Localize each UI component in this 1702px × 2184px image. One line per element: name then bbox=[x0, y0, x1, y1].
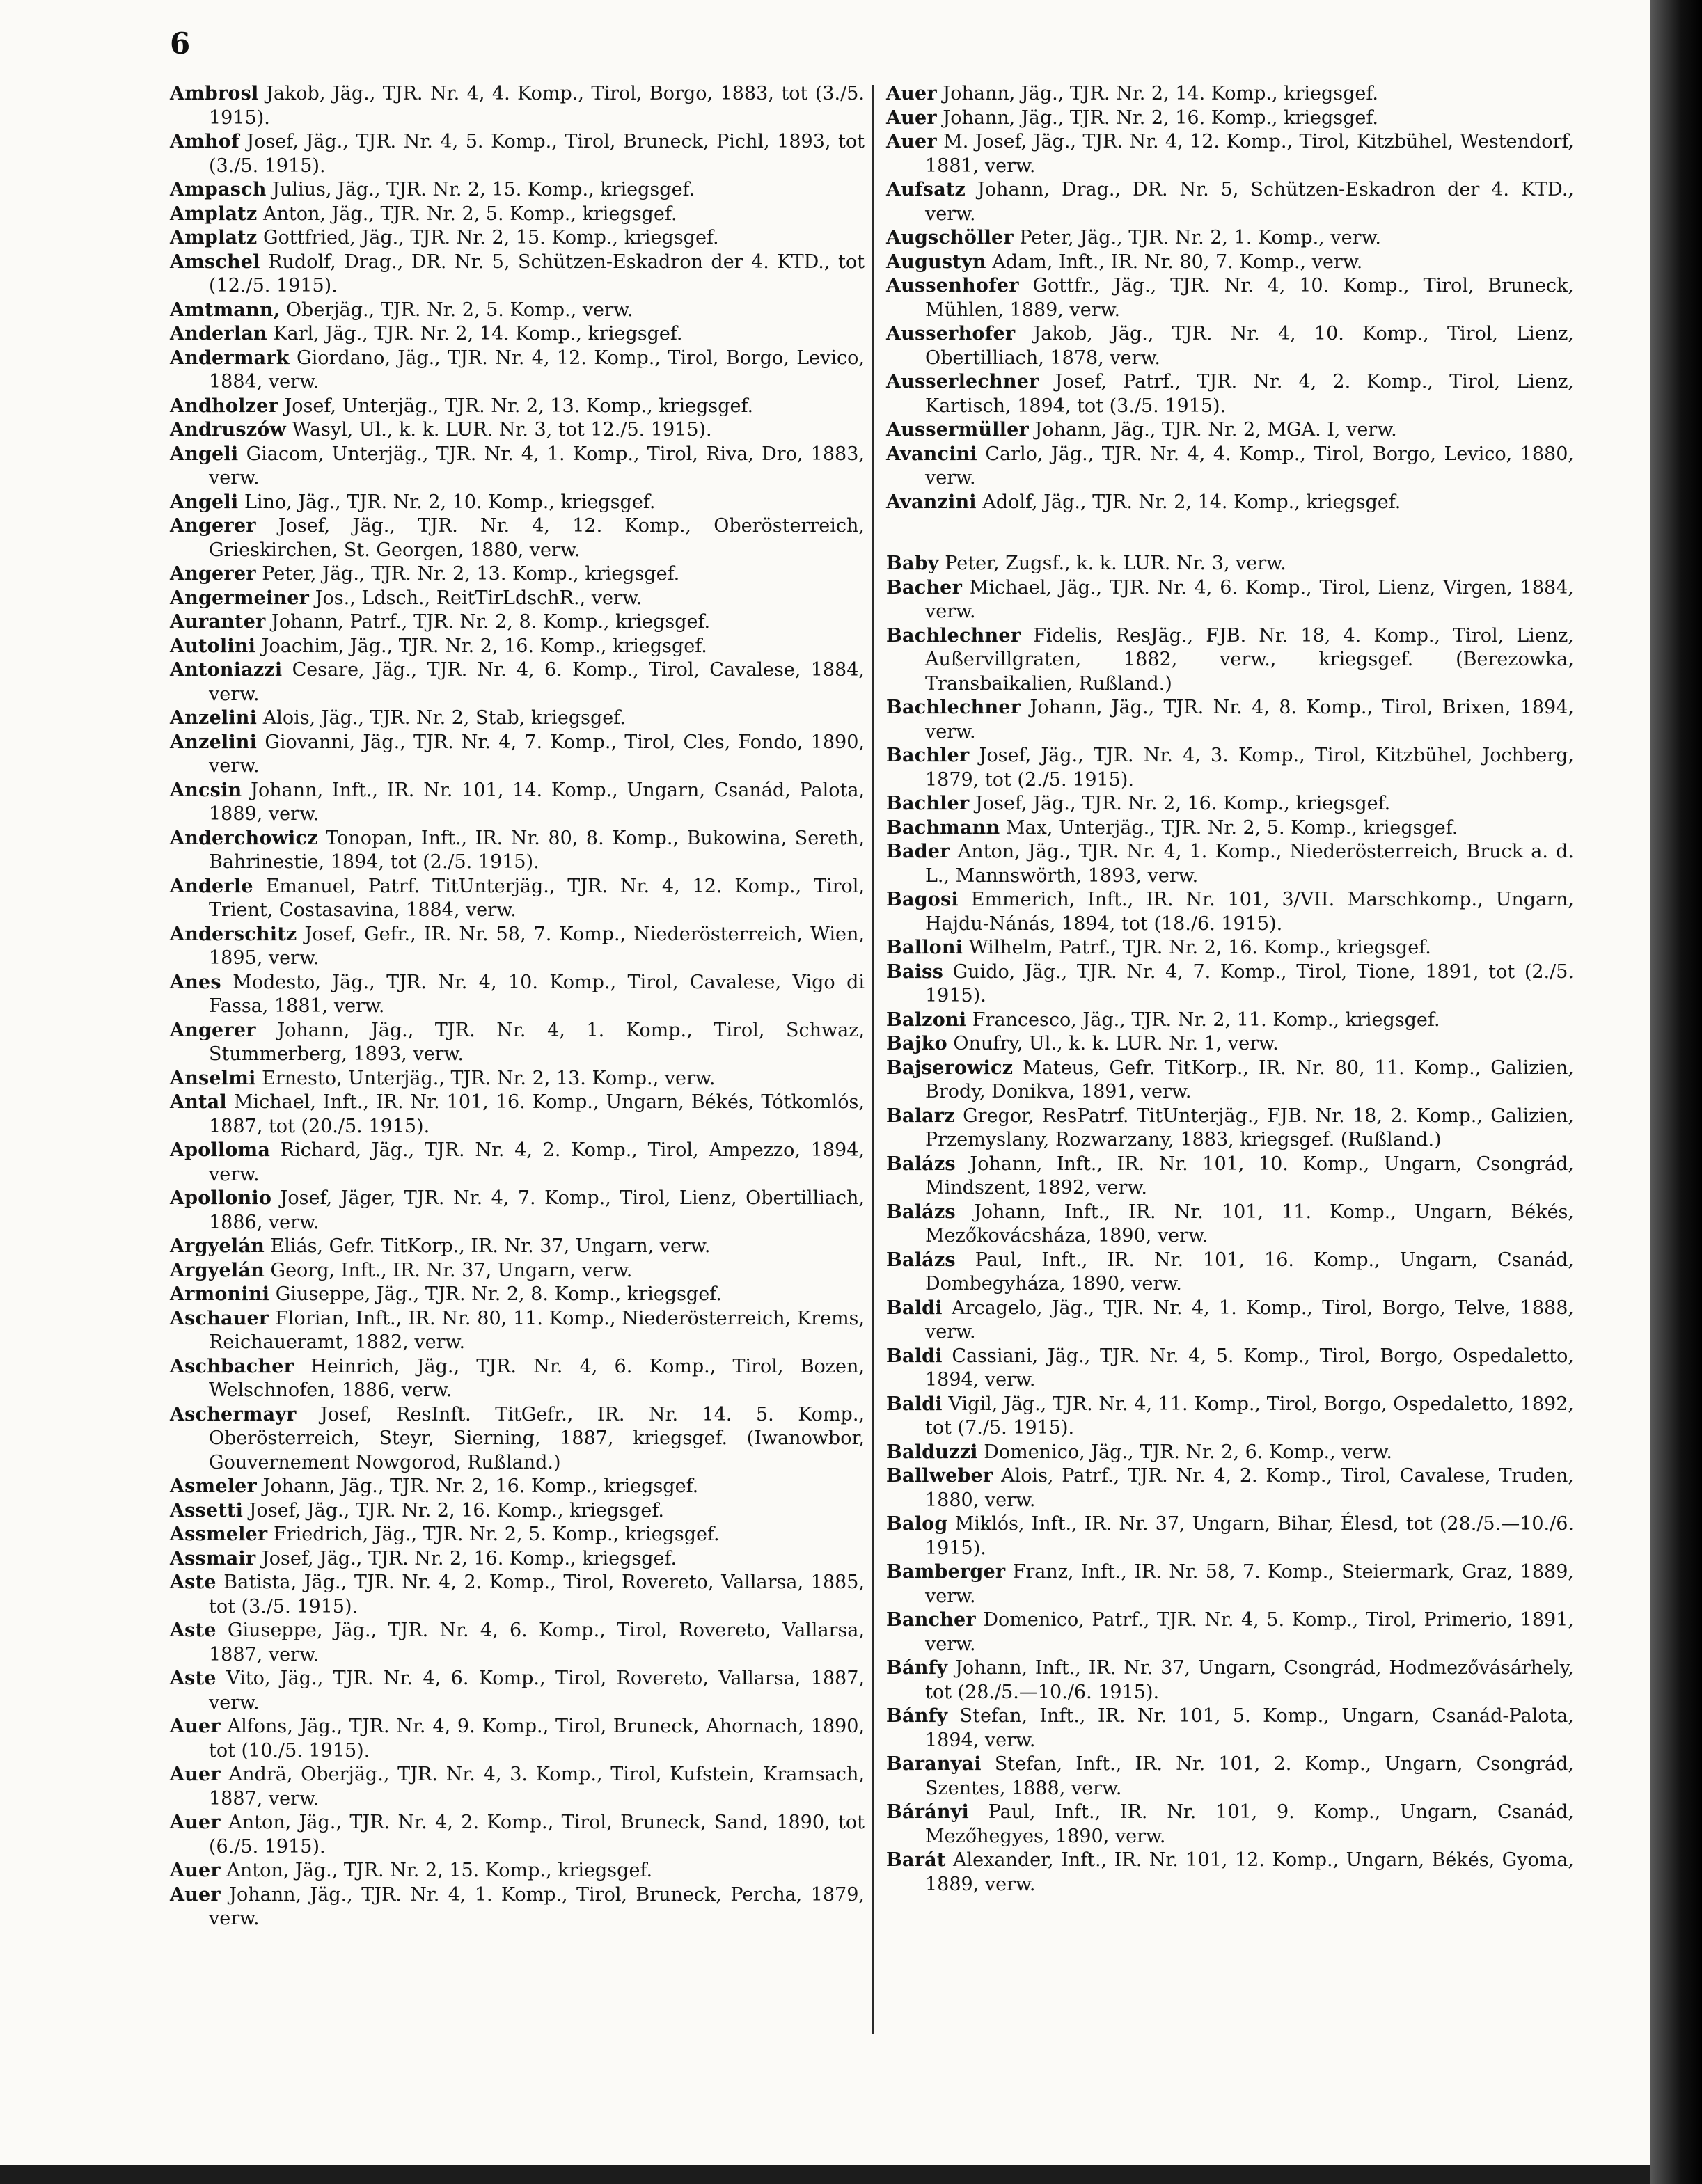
list-entry bbox=[170, 1403, 865, 1475]
list-entry bbox=[886, 491, 1574, 515]
list-entry bbox=[886, 130, 1574, 178]
entry-details: Friedrich, Jäg., TJR. Nr. 2, 5. Komp., kriegsgef. bbox=[273, 1524, 720, 1545]
entry-details: Johann, Jäg., TJR. Nr. 4, 1. Komp., Tirol, Schwaz, Stummerberg, 1893, verw. bbox=[209, 1019, 865, 1065]
entry-surname: Baldi bbox=[886, 1345, 943, 1367]
entry-surname: Armonini bbox=[170, 1283, 270, 1305]
list-entry bbox=[886, 1032, 1574, 1057]
entry-surname: Balog bbox=[886, 1513, 948, 1535]
list-entry bbox=[170, 1571, 865, 1619]
entry-details: Stefan, Inft., IR. Nr. 101, 2. Komp., Ungarn, Csongrád, Szentes, 1888, verw. bbox=[925, 1753, 1574, 1799]
list-entry bbox=[886, 624, 1574, 697]
entry-details: Joachim, Jäg., TJR. Nr. 2, 16. Komp., kriegsgef. bbox=[261, 635, 707, 657]
entry-details: Jakob, Jäg., TJR. Nr. 4, 10. Komp., Tirol, Lienz, Obertilliach, 1878, verw. bbox=[925, 323, 1574, 369]
entry-details: Johann, Jäg., TJR. Nr. 2, 14. Komp., kriegsgef. bbox=[943, 83, 1379, 104]
entry-details: Julius, Jäg., TJR. Nr. 2, 15. Komp., kriegsgef. bbox=[272, 179, 695, 200]
list-entry bbox=[886, 106, 1574, 131]
list-entry bbox=[886, 1560, 1574, 1608]
entry-surname: Apolloma bbox=[170, 1139, 271, 1161]
list-entry bbox=[170, 1883, 865, 1931]
entry-details: Paul, Inft., IR. Nr. 101, 16. Komp., Ungarn, Csanád, Dombegyháza, 1890, verw. bbox=[925, 1249, 1574, 1295]
entry-details: Josef, Unterjäg., TJR. Nr. 2, 13. Komp., kriegsgef. bbox=[284, 395, 754, 417]
entry-details: Johann, Inft., IR. Nr. 101, 10. Komp., Ungarn, Csongrád, Mindszent, 1892, verw. bbox=[925, 1153, 1574, 1198]
page-number: 6 bbox=[170, 26, 191, 61]
entry-surname: Barát bbox=[886, 1849, 946, 1871]
list-entry bbox=[170, 395, 865, 419]
entry-surname: Auer bbox=[886, 83, 937, 104]
section-gap bbox=[886, 514, 1574, 552]
entry-details: Franz, Inft., IR. Nr. 58, 7. Komp., Steiermark, Graz, 1889, verw. bbox=[925, 1561, 1574, 1607]
left-column bbox=[170, 82, 865, 1931]
entry-surname: Asmeler bbox=[170, 1475, 257, 1497]
entry-surname: Aschauer bbox=[170, 1307, 269, 1329]
entry-details: Vigil, Jäg., TJR. Nr. 4, 11. Komp., Tirol, Borgo, Ospedaletto, 1892, tot (7./5. 1915). bbox=[925, 1393, 1574, 1439]
entry-details: Alexander, Inft., IR. Nr. 101, 12. Komp., Ungarn, Békés, Gyoma, 1889, verw. bbox=[925, 1849, 1574, 1895]
entry-details: M. Josef, Jäg., TJR. Nr. 4, 12. Komp., Tirol, Kitzbühel, Westendorf, 1881, verw. bbox=[925, 131, 1574, 177]
entry-surname: Avanzini bbox=[886, 491, 977, 513]
list-entry bbox=[886, 1153, 1574, 1201]
entry-details: Alois, Patrf., TJR. Nr. 4, 2. Komp., Tirol, Cavalese, Truden, 1880, verw. bbox=[925, 1465, 1574, 1511]
list-entry bbox=[170, 971, 865, 1019]
entry-surname: Apollonio bbox=[170, 1187, 272, 1209]
entry-details: Josef, Jäg., TJR. Nr. 2, 16. Komp., kriegsgef. bbox=[261, 1547, 677, 1569]
list-entry bbox=[886, 960, 1574, 1008]
entry-details: Emanuel, Patrf. TitUnterjäg., TJR. Nr. 4, 12. Komp., Tirol, Trient, Costasavina, 1884, verw. bbox=[209, 875, 865, 921]
entry-surname: Andruszów bbox=[170, 419, 286, 441]
entry-details: Tonopan, Inft., IR. Nr. 80, 8. Komp., Bukowina, Sereth, Bahrinestie, 1894, tot (2./5. 1915). bbox=[209, 827, 865, 873]
list-entry bbox=[886, 443, 1574, 491]
entry-details: Josef, Jäg., TJR. Nr. 2, 16. Komp., kriegsgef. bbox=[249, 1499, 664, 1521]
entry-surname: Amtmann, bbox=[170, 299, 281, 321]
list-entry bbox=[170, 251, 865, 299]
list-entry bbox=[170, 130, 865, 178]
list-entry bbox=[886, 178, 1574, 226]
entry-surname: Bachlechner bbox=[886, 624, 1021, 647]
entry-details: Oberjäg., TJR. Nr. 2, 5. Komp., verw. bbox=[285, 299, 633, 321]
entry-surname: Baby bbox=[886, 553, 939, 574]
entry-surname: Bancher bbox=[886, 1609, 976, 1631]
entry-surname: Aschbacher bbox=[170, 1355, 294, 1377]
entry-surname: Autolini bbox=[170, 635, 256, 657]
list-entry bbox=[886, 936, 1574, 960]
entry-surname: Anzelini bbox=[170, 731, 258, 753]
list-entry bbox=[886, 1608, 1574, 1656]
entry-surname: Aschermayr bbox=[170, 1403, 297, 1425]
entry-details: Stefan, Inft., IR. Nr. 101, 5. Komp., Ungarn, Csanád-Palota, 1894, verw. bbox=[925, 1705, 1574, 1751]
list-entry bbox=[170, 1283, 865, 1307]
entry-surname: Bajko bbox=[886, 1033, 947, 1054]
entry-details: Johann, Jäg., TJR. Nr. 4, 8. Komp., Tirol, Brixen, 1894, verw. bbox=[925, 697, 1574, 743]
entry-details: Johann, Jäg., TJR. Nr. 4, 1. Komp., Tirol, Bruneck, Percha, 1879, verw. bbox=[209, 1883, 865, 1929]
entry-surname: Balarz bbox=[886, 1105, 955, 1127]
entry-surname: Aste bbox=[170, 1620, 216, 1641]
list-entry bbox=[170, 610, 865, 635]
entry-details: Josef, ResInft. TitGefr., IR. Nr. 14. 5. Komp., Oberösterreich, Steyr, Sierning, 1887, kriegsgef. (Iwanowbor, Gouvernement Nowgorod, Rußland.) bbox=[209, 1403, 865, 1473]
entry-surname: Balázs bbox=[886, 1249, 956, 1271]
entry-details: Johann, Drag., DR. Nr. 5, Schützen-Eskadron der 4. KTD., verw. bbox=[925, 179, 1574, 225]
entry-details: Wasyl, Ul., k. k. LUR. Nr. 3, tot 12./5. 1915). bbox=[292, 419, 712, 441]
list-entry bbox=[170, 203, 865, 227]
list-entry bbox=[886, 888, 1574, 936]
list-entry bbox=[886, 418, 1574, 443]
entry-details: Emmerich, Inft., IR. Nr. 101, 3/VII. Marschkomp., Ungarn, Hajdu-Nánás, 1894, tot (18./6. 1915). bbox=[925, 889, 1574, 935]
entry-details: Karl, Jäg., TJR. Nr. 2, 14. Komp., kriegsgef. bbox=[273, 323, 683, 345]
entry-details: Giacom, Unterjäg., TJR. Nr. 4, 1. Komp., Tirol, Riva, Dro, 1883, verw. bbox=[209, 443, 865, 489]
list-entry bbox=[886, 1008, 1574, 1033]
entry-details: Heinrich, Jäg., TJR. Nr. 4, 6. Komp., Tirol, Bozen, Welschnofen, 1886, verw. bbox=[209, 1355, 865, 1401]
entry-surname: Bachlechner bbox=[886, 697, 1021, 718]
entry-details: Gregor, ResPatrf. TitUnterjäg., FJB. Nr. 18, 2. Komp., Galizien, Przemyslany, Rozwarzany, 1883, kriegsgef. (Rußland.) bbox=[925, 1105, 1574, 1150]
entry-surname: Anderlan bbox=[170, 323, 267, 345]
entry-surname: Ballweber bbox=[886, 1465, 993, 1487]
list-entry bbox=[886, 744, 1574, 792]
entry-details: Johann, Inft., IR. Nr. 101, 14. Komp., Ungarn, Csanád, Palota, 1889, verw. bbox=[209, 779, 865, 825]
list-entry bbox=[886, 1297, 1574, 1345]
entry-details: Guido, Jäg., TJR. Nr. 4, 7. Komp., Tirol, Tione, 1891, tot (2./5. 1915). bbox=[925, 960, 1574, 1006]
entry-surname: Ancsin bbox=[170, 779, 242, 801]
entry-surname: Andholzer bbox=[170, 395, 278, 417]
entry-surname: Baiss bbox=[886, 960, 943, 983]
entry-details: Richard, Jäg., TJR. Nr. 4, 2. Komp., Tirol, Ampezzo, 1894, verw. bbox=[209, 1139, 865, 1185]
entry-surname: Bagosi bbox=[886, 889, 959, 910]
entry-surname: Bachler bbox=[886, 793, 970, 814]
column-divider bbox=[872, 85, 874, 2034]
list-entry bbox=[886, 251, 1574, 275]
list-entry bbox=[170, 514, 865, 562]
list-entry bbox=[170, 1091, 865, 1139]
entry-surname: Angerer bbox=[170, 1019, 256, 1041]
list-entry bbox=[170, 1547, 865, 1572]
list-entry bbox=[170, 1307, 865, 1355]
entry-details: Giordano, Jäg., TJR. Nr. 4, 12. Komp., Tirol, Borgo, Levico, 1884, verw. bbox=[209, 347, 865, 393]
entry-details: Anton, Jäg., TJR. Nr. 4, 1. Komp., Niederösterreich, Bruck a. d. L., Mannswörth, 1893, verw. bbox=[925, 841, 1574, 887]
entry-details: Josef, Jäg., TJR. Nr. 4, 5. Komp., Tirol, Bruneck, Pichl, 1893, tot (3./5. 1915). bbox=[209, 131, 865, 177]
entry-surname: Ampasch bbox=[170, 179, 267, 200]
entry-surname: Aste bbox=[170, 1572, 216, 1593]
entry-details: Johann, Jäg., TJR. Nr. 2, 16. Komp., kriegsgef. bbox=[262, 1475, 699, 1497]
list-entry bbox=[170, 1619, 865, 1667]
entry-details: Cesare, Jäg., TJR. Nr. 4, 6. Komp., Tirol, Cavalese, 1884, verw. bbox=[209, 659, 865, 705]
entry-details: Anton, Jäg., TJR. Nr. 4, 2. Komp., Tirol, Bruneck, Sand, 1890, tot (6./5. 1915). bbox=[209, 1812, 865, 1858]
entry-details: Fidelis, ResJäg., FJB. Nr. 18, 4. Komp., Tirol, Lienz, Außervillgraten, 1882, verw., kriegsgef. (Berezowka, Transbaikalien, Rußland.) bbox=[925, 624, 1574, 695]
entry-details: Jos., Ldsch., ReitTirLdschR., verw. bbox=[315, 587, 643, 609]
entry-surname: Assmair bbox=[170, 1547, 256, 1569]
list-entry bbox=[170, 875, 865, 923]
entry-details: Domenico, Jäg., TJR. Nr. 2, 6. Komp., verw. bbox=[984, 1441, 1392, 1463]
entry-surname: Balduzzi bbox=[886, 1441, 978, 1463]
list-entry bbox=[170, 1259, 865, 1283]
list-entry bbox=[170, 658, 865, 706]
entry-details: Onufry, Ul., k. k. LUR. Nr. 1, verw. bbox=[953, 1033, 1279, 1054]
entry-surname: Assmeler bbox=[170, 1524, 268, 1545]
entry-details: Josef, Jäger, TJR. Nr. 4, 7. Komp., Tirol, Lienz, Obertilliach, 1886, verw. bbox=[209, 1187, 865, 1233]
entry-details: Modesto, Jäg., TJR. Nr. 4, 10. Komp., Tirol, Cavalese, Vigo di Fassa, 1881, verw. bbox=[209, 971, 865, 1017]
entry-surname: Ausserhofer bbox=[886, 323, 1016, 345]
list-entry bbox=[170, 299, 865, 323]
list-entry bbox=[170, 226, 865, 251]
entry-surname: Ausserlechner bbox=[886, 371, 1039, 393]
list-entry bbox=[886, 1393, 1574, 1441]
entry-details: Giovanni, Jäg., TJR. Nr. 4, 7. Komp., Tirol, Cles, Fondo, 1890, verw. bbox=[209, 731, 865, 777]
list-entry bbox=[886, 1464, 1574, 1512]
entry-details: Michael, Inft., IR. Nr. 101, 16. Komp., Ungarn, Békés, Tótkomlós, 1887, tot (20./5. 1915). bbox=[209, 1091, 865, 1137]
right-column-section-a bbox=[886, 82, 1574, 514]
entry-surname: Angermeiner bbox=[170, 587, 310, 609]
entry-details: Anton, Jäg., TJR. Nr. 2, 5. Komp., kriegsgef. bbox=[262, 203, 677, 225]
entry-surname: Aste bbox=[170, 1668, 216, 1689]
entry-surname: Anes bbox=[170, 971, 221, 993]
list-entry bbox=[170, 1187, 865, 1235]
list-entry bbox=[170, 923, 865, 971]
list-entry bbox=[886, 1201, 1574, 1249]
list-entry bbox=[170, 706, 865, 731]
entry-surname: Bader bbox=[886, 841, 950, 862]
list-entry bbox=[170, 731, 865, 779]
scan-edge bbox=[1650, 0, 1702, 2184]
entry-details: Eliás, Gefr. TitKorp., IR. Nr. 37, Ungarn, verw. bbox=[270, 1235, 711, 1257]
list-entry bbox=[170, 1019, 865, 1067]
list-entry bbox=[886, 840, 1574, 888]
entry-details: Peter, Jäg., TJR. Nr. 2, 1. Komp., verw. bbox=[1019, 227, 1381, 248]
list-entry bbox=[886, 696, 1574, 744]
entry-details: Johann, Jäg., TJR. Nr. 2, MGA. I, verw. bbox=[1034, 419, 1397, 441]
list-entry bbox=[886, 322, 1574, 370]
entry-details: Michael, Jäg., TJR. Nr. 4, 6. Komp., Tirol, Lienz, Virgen, 1884, verw. bbox=[925, 576, 1574, 622]
entry-details: Georg, Inft., IR. Nr. 37, Ungarn, verw. bbox=[270, 1259, 633, 1281]
entry-surname: Aussermüller bbox=[886, 419, 1029, 441]
entry-surname: Antoniazzi bbox=[170, 659, 283, 681]
entry-surname: Angeli bbox=[170, 443, 239, 465]
list-entry bbox=[170, 1475, 865, 1499]
entry-surname: Balázs bbox=[886, 1153, 956, 1175]
entry-surname: Amplatz bbox=[170, 203, 258, 225]
entry-details: Florian, Inft., IR. Nr. 80, 11. Komp., Niederösterreich, Krems, Reichaueramt, 1882, verw. bbox=[209, 1307, 865, 1353]
entry-surname: Angerer bbox=[170, 515, 256, 537]
entry-details: Gottfr., Jäg., TJR. Nr. 4, 10. Komp., Tirol, Bruneck, Mühlen, 1889, verw. bbox=[925, 275, 1574, 321]
entry-surname: Anselmi bbox=[170, 1067, 256, 1089]
entry-details: Johann, Inft., IR. Nr. 37, Ungarn, Csongrád, Hodmezővásárhely, tot (28./5.—10./6. 1915). bbox=[925, 1657, 1574, 1703]
entry-surname: Bánfy bbox=[886, 1705, 948, 1727]
entry-surname: Auer bbox=[886, 106, 937, 129]
entry-surname: Anderchowicz bbox=[170, 827, 318, 849]
list-entry bbox=[170, 1667, 865, 1715]
entry-surname: Andermark bbox=[170, 347, 290, 369]
entry-surname: Angerer bbox=[170, 563, 256, 585]
entry-details: Giuseppe, Jäg., TJR. Nr. 4, 6. Komp., Tirol, Rovereto, Vallarsa, 1887, verw. bbox=[209, 1620, 865, 1665]
entry-details: Giuseppe, Jäg., TJR. Nr. 2, 8. Komp., kriegsgef. bbox=[275, 1283, 722, 1305]
entry-surname: Bamberger bbox=[886, 1561, 1006, 1583]
entry-surname: Assetti bbox=[170, 1499, 244, 1521]
list-entry bbox=[170, 1139, 865, 1187]
entry-surname: Anzelini bbox=[170, 707, 258, 729]
list-entry bbox=[170, 491, 865, 515]
entry-details: Francesco, Jäg., TJR. Nr. 2, 11. Komp., kriegsgef. bbox=[972, 1008, 1440, 1031]
list-entry bbox=[886, 1512, 1574, 1560]
entry-surname: Auer bbox=[170, 1764, 221, 1785]
entry-surname: Antal bbox=[170, 1091, 227, 1113]
entry-details: Adolf, Jäg., TJR. Nr. 2, 14. Komp., kriegsgef. bbox=[982, 491, 1401, 513]
list-entry bbox=[886, 82, 1574, 106]
entry-details: Miklós, Inft., IR. Nr. 37, Ungarn, Bihar, Élesd, tot (28./5.—10./6. 1915). bbox=[925, 1513, 1574, 1559]
list-entry bbox=[170, 1235, 865, 1259]
entry-details: Johann, Inft., IR. Nr. 101, 11. Komp., Ungarn, Békés, Mezőkovácsháza, 1890, verw. bbox=[925, 1201, 1574, 1247]
entry-details: Domenico, Patrf., TJR. Nr. 4, 5. Komp., Tirol, Primerio, 1891, verw. bbox=[925, 1609, 1574, 1655]
list-entry bbox=[886, 1345, 1574, 1393]
entry-surname: Baldi bbox=[886, 1393, 943, 1415]
entry-details: Josef, Jäg., TJR. Nr. 2, 16. Komp., kriegsgef. bbox=[975, 793, 1391, 814]
list-entry bbox=[170, 1499, 865, 1524]
entry-details: Josef, Jäg., TJR. Nr. 4, 12. Komp., Oberösterreich, Grieskirchen, St. Georgen, 1880, verw. bbox=[209, 515, 865, 561]
list-entry bbox=[886, 1849, 1574, 1897]
list-entry bbox=[170, 1859, 865, 1883]
entry-surname: Balázs bbox=[886, 1201, 956, 1223]
entry-details: Johann, Patrf., TJR. Nr. 2, 8. Komp., kriegsgef. bbox=[271, 611, 711, 633]
entry-surname: Baranyai bbox=[886, 1753, 982, 1775]
entry-surname: Aussenhofer bbox=[886, 275, 1019, 296]
list-entry bbox=[170, 562, 865, 587]
entry-surname: Bánfy bbox=[886, 1657, 948, 1679]
entry-details: Josef, Patrf., TJR. Nr. 4, 2. Komp., Tirol, Lienz, Kartisch, 1894, tot (3./5. 1915). bbox=[925, 371, 1574, 417]
list-entry bbox=[170, 1523, 865, 1547]
list-entry bbox=[886, 552, 1574, 576]
entry-surname: Avancini bbox=[886, 443, 977, 465]
entry-surname: Angeli bbox=[170, 491, 239, 513]
entry-details: Alois, Jäg., TJR. Nr. 2, Stab, kriegsgef. bbox=[262, 707, 626, 729]
entry-details: Josef, Jäg., TJR. Nr. 4, 3. Komp., Tirol, Kitzbühel, Jochberg, 1879, tot (2./5. 1915). bbox=[925, 745, 1574, 791]
entry-details: Peter, Zugsf., k. k. LUR. Nr. 3, verw. bbox=[945, 553, 1286, 574]
entry-surname: Anderschitz bbox=[170, 923, 297, 945]
entry-surname: Bajserowicz bbox=[886, 1057, 1014, 1079]
entry-surname: Balloni bbox=[886, 937, 963, 958]
entry-details: Jakob, Jäg., TJR. Nr. 4, 4. Komp., Tirol, Borgo, 1883, tot (3./5. 1915). bbox=[209, 83, 865, 129]
entry-surname: Argyelán bbox=[170, 1259, 265, 1281]
list-entry bbox=[886, 1105, 1574, 1153]
entry-details: Max, Unterjäg., TJR. Nr. 2, 5. Komp., kriegsgef. bbox=[1005, 816, 1458, 839]
entry-surname: Augustyn bbox=[886, 251, 986, 273]
entry-details: Arcagelo, Jäg., TJR. Nr. 4, 1. Komp., Tirol, Borgo, Telve, 1888, verw. bbox=[925, 1297, 1574, 1343]
list-entry bbox=[170, 443, 865, 491]
list-entry bbox=[886, 576, 1574, 624]
entry-details: Mateus, Gefr. TitKorp., IR. Nr. 80, 11. Komp., Galizien, Brody, Donikva, 1891, verw. bbox=[925, 1057, 1574, 1102]
entry-details: Vito, Jäg., TJR. Nr. 4, 6. Komp., Tirol, Rovereto, Vallarsa, 1887, verw. bbox=[209, 1668, 865, 1714]
entry-surname: Anderle bbox=[170, 875, 253, 897]
list-entry bbox=[886, 1441, 1574, 1465]
entry-details: Johann, Jäg., TJR. Nr. 2, 16. Komp., kriegsgef. bbox=[943, 106, 1379, 129]
list-entry bbox=[170, 635, 865, 659]
right-column-section-b bbox=[886, 552, 1574, 1897]
list-entry bbox=[170, 1811, 865, 1859]
entry-details: Lino, Jäg., TJR. Nr. 2, 10. Komp., kriegsgef. bbox=[244, 491, 656, 513]
entry-surname: Augschöller bbox=[886, 227, 1014, 248]
list-entry bbox=[886, 1057, 1574, 1105]
entry-surname: Auer bbox=[886, 131, 937, 152]
entry-details: Paul, Inft., IR. Nr. 101, 9. Komp., Ungarn, Csanád, Mezőhegyes, 1890, verw. bbox=[925, 1801, 1574, 1847]
entry-surname: Argyelán bbox=[170, 1235, 265, 1257]
entry-surname: Auer bbox=[170, 1860, 221, 1881]
list-entry bbox=[170, 347, 865, 395]
entry-surname: Amhof bbox=[170, 131, 239, 152]
entry-surname: Auer bbox=[170, 1716, 221, 1737]
right-column bbox=[886, 82, 1574, 1897]
entry-details: Rudolf, Drag., DR. Nr. 5, Schützen-Eskadron der 4. KTD., tot (12./5. 1915). bbox=[209, 251, 865, 296]
entry-details: Gottfried, Jäg., TJR. Nr. 2, 15. Komp., kriegsgef. bbox=[262, 227, 719, 248]
list-entry bbox=[886, 1752, 1574, 1801]
list-entry bbox=[170, 827, 865, 875]
entry-surname: Auranter bbox=[170, 611, 266, 633]
entry-surname: Aufsatz bbox=[886, 179, 966, 200]
entry-surname: Bárányi bbox=[886, 1801, 970, 1823]
entry-details: Ernesto, Unterjäg., TJR. Nr. 2, 13. Komp., verw. bbox=[262, 1067, 716, 1089]
list-entry bbox=[170, 178, 865, 203]
entry-surname: Auer bbox=[170, 1812, 221, 1833]
entry-surname: Amschel bbox=[170, 251, 260, 273]
entry-details: Josef, Gefr., IR. Nr. 58, 7. Komp., Niederösterreich, Wien, 1895, verw. bbox=[209, 923, 865, 969]
list-entry bbox=[886, 1704, 1574, 1752]
list-entry bbox=[170, 1763, 865, 1811]
list-entry bbox=[170, 1715, 865, 1763]
entry-details: Adam, Inft., IR. Nr. 80, 7. Komp., verw. bbox=[992, 251, 1363, 273]
list-entry bbox=[886, 816, 1574, 841]
list-entry bbox=[886, 370, 1574, 418]
entry-surname: Amplatz bbox=[170, 227, 258, 248]
entry-details: Carlo, Jäg., TJR. Nr. 4, 4. Komp., Tirol, Borgo, Levico, 1880, verw. bbox=[925, 443, 1574, 489]
entry-details: Alfons, Jäg., TJR. Nr. 4, 9. Komp., Tirol, Bruneck, Ahornach, 1890, tot (10./5. 1915). bbox=[209, 1716, 865, 1762]
list-entry bbox=[170, 82, 865, 130]
entry-details: Anton, Jäg., TJR. Nr. 2, 15. Komp., kriegsgef. bbox=[226, 1860, 653, 1881]
entry-surname: Auer bbox=[170, 1883, 221, 1906]
list-entry bbox=[886, 1801, 1574, 1849]
entry-surname: Bachler bbox=[886, 745, 970, 766]
list-entry bbox=[886, 1656, 1574, 1704]
list-entry bbox=[886, 792, 1574, 816]
list-entry bbox=[170, 1355, 865, 1403]
entry-details: Wilhelm, Patrf., TJR. Nr. 2, 16. Komp., kriegsgef. bbox=[968, 937, 1431, 958]
list-entry bbox=[170, 779, 865, 827]
entry-surname: Bachmann bbox=[886, 816, 1000, 839]
list-entry bbox=[886, 1249, 1574, 1297]
entry-details: Peter, Jäg., TJR. Nr. 2, 13. Komp., kriegsgef. bbox=[262, 563, 680, 585]
list-entry bbox=[170, 587, 865, 611]
list-entry bbox=[170, 322, 865, 347]
list-entry bbox=[170, 418, 865, 443]
list-entry bbox=[886, 274, 1574, 322]
entry-surname: Ambrosl bbox=[170, 83, 259, 104]
entry-details: Cassiani, Jäg., TJR. Nr. 4, 5. Komp., Tirol, Borgo, Ospedaletto, 1894, verw. bbox=[925, 1345, 1574, 1391]
entry-surname: Baldi bbox=[886, 1297, 943, 1319]
list-entry bbox=[886, 226, 1574, 251]
entry-details: Andrä, Oberjäg., TJR. Nr. 4, 3. Komp., Tirol, Kufstein, Kramsach, 1887, verw. bbox=[209, 1764, 865, 1810]
entry-details: Batista, Jäg., TJR. Nr. 4, 2. Komp., Tirol, Rovereto, Vallarsa, 1885, tot (3./5. 1915). bbox=[209, 1572, 865, 1617]
list-entry bbox=[170, 1067, 865, 1091]
entry-surname: Bacher bbox=[886, 576, 962, 599]
entry-surname: Balzoni bbox=[886, 1008, 967, 1031]
